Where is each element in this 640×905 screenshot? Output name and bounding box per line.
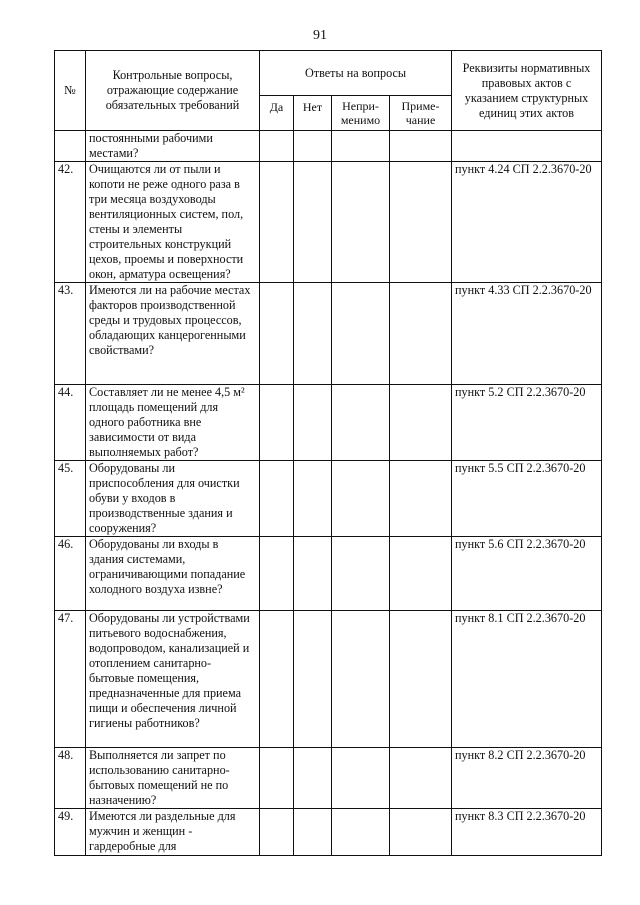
- row-number: 47.: [55, 611, 86, 748]
- answer-no-cell[interactable]: [294, 809, 332, 856]
- answer-note-cell[interactable]: [390, 162, 452, 283]
- table-row: [55, 461, 602, 537]
- row-question: Имеются ли на рабочие местах факторов производственной среды и трудовых процессов, обладающих канцерогенными свойствами?: [86, 283, 260, 385]
- answer-yes-cell[interactable]: [260, 611, 294, 748]
- row-question: Оборудованы ли входы в здания системами, ограничивающими попадание холодного воздуха извне?: [86, 537, 260, 611]
- row-reference: пункт 5.2 СП 2.2.3670-20: [452, 385, 602, 461]
- table-row: [55, 611, 602, 748]
- answer-not-applicable-cell[interactable]: [332, 385, 390, 461]
- answer-no-cell[interactable]: [294, 461, 332, 537]
- header-question: Контрольные вопросы, отражающие содержание обязательных требований: [86, 51, 260, 131]
- answer-no-cell[interactable]: [294, 162, 332, 283]
- checklist-table: [54, 50, 602, 856]
- header-reference: Реквизиты нормативных правовых актов с указанием структурных единиц этих актов: [452, 51, 602, 131]
- page-number: 91: [313, 28, 327, 43]
- row-question: Выполняется ли запрет по использованию санитарно-бытовых помещений не по назначению?: [86, 748, 260, 809]
- answer-not-applicable-cell[interactable]: [332, 537, 390, 611]
- answer-not-applicable-cell[interactable]: [332, 162, 390, 283]
- row-number: 49.: [55, 809, 86, 856]
- row-number: 44.: [55, 385, 86, 461]
- answer-yes-cell[interactable]: [260, 748, 294, 809]
- answer-no-cell[interactable]: [294, 537, 332, 611]
- row-question: Очищаются ли от пыли и копоти не реже одного раза в три месяца воздуховоды вентиляционных систем, пол, стены и элементы строительных конструкций цехов, проемы и поверхности окон, арматура освещения?: [86, 162, 260, 283]
- answer-note-cell[interactable]: [390, 748, 452, 809]
- row-reference: пункт 8.2 СП 2.2.3670-20: [452, 748, 602, 809]
- answer-not-applicable-cell[interactable]: [332, 611, 390, 748]
- header-yes: Да: [260, 96, 294, 131]
- answer-not-applicable-cell[interactable]: [332, 748, 390, 809]
- table-row: [55, 748, 602, 809]
- row-reference: пункт 5.6 СП 2.2.3670-20: [452, 537, 602, 611]
- answer-no-cell[interactable]: [294, 611, 332, 748]
- answer-yes-cell[interactable]: [260, 283, 294, 385]
- row-question: Оборудованы ли устройствами питьевого водоснабжения, водопроводом, канализацией и отоплением санитарно-бытовые помещения, предназначенные для приема пищи и обеспечения личной гигиены работников?: [86, 611, 260, 748]
- row-question: Составляет ли не менее 4,5 м² площадь помещений для одного работника вне зависимости от вида выполняемых работ?: [86, 385, 260, 461]
- answer-not-applicable-cell[interactable]: [332, 283, 390, 385]
- row-reference: пункт 8.3 СП 2.2.3670-20: [452, 809, 602, 856]
- answer-not-applicable-cell[interactable]: [332, 131, 390, 162]
- answer-no-cell[interactable]: [294, 283, 332, 385]
- table-row: [55, 131, 602, 162]
- answer-yes-cell[interactable]: [260, 385, 294, 461]
- answer-yes-cell[interactable]: [260, 461, 294, 537]
- row-reference: пункт 4.24 СП 2.2.3670-20: [452, 162, 602, 283]
- table-row: [55, 283, 602, 385]
- continuation-text: постоянными рабочими местами?: [86, 131, 260, 162]
- answer-note-cell[interactable]: [390, 461, 452, 537]
- answer-not-applicable-cell[interactable]: [332, 809, 390, 856]
- answer-yes-cell[interactable]: [260, 162, 294, 283]
- row-number: 48.: [55, 748, 86, 809]
- header-number: №: [55, 51, 86, 131]
- answer-no-cell[interactable]: [294, 385, 332, 461]
- row-reference: пункт 4.33 СП 2.2.3670-20: [452, 283, 602, 385]
- row-question: Имеются ли раздельные для мужчин и женщин - гардеробные для: [86, 809, 260, 856]
- table-row: [55, 385, 602, 461]
- answer-note-cell[interactable]: [390, 537, 452, 611]
- answer-note-cell[interactable]: [390, 809, 452, 856]
- answer-no-cell[interactable]: [294, 748, 332, 809]
- answer-yes-cell[interactable]: [260, 131, 294, 162]
- row-number: 42.: [55, 162, 86, 283]
- row-number: 45.: [55, 461, 86, 537]
- row-question: Оборудованы ли приспособления для очистки обуви у входов в производственные здания и сооружения?: [86, 461, 260, 537]
- header-no: Нет: [294, 96, 332, 131]
- answer-no-cell[interactable]: [294, 131, 332, 162]
- answer-note-cell[interactable]: [390, 131, 452, 162]
- row-reference: пункт 8.1 СП 2.2.3670-20: [452, 611, 602, 748]
- answer-yes-cell[interactable]: [260, 537, 294, 611]
- answer-note-cell[interactable]: [390, 611, 452, 748]
- header-note: Приме-чание: [390, 96, 452, 131]
- table-row: [55, 162, 602, 283]
- table-row: [55, 809, 602, 856]
- table-row: [55, 537, 602, 611]
- answer-yes-cell[interactable]: [260, 809, 294, 856]
- answer-note-cell[interactable]: [390, 283, 452, 385]
- row-number: 46.: [55, 537, 86, 611]
- header-not-applicable: Непри-менимо: [332, 96, 390, 131]
- header-answers: Ответы на вопросы: [260, 51, 452, 96]
- answer-not-applicable-cell[interactable]: [332, 461, 390, 537]
- row-reference: пункт 5.5 СП 2.2.3670-20: [452, 461, 602, 537]
- answer-note-cell[interactable]: [390, 385, 452, 461]
- row-number: 43.: [55, 283, 86, 385]
